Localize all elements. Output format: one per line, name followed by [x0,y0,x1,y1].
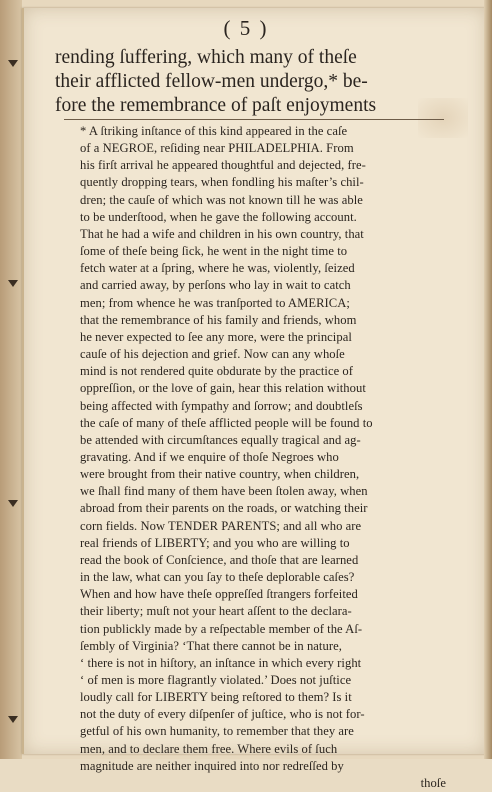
footnote-line: be attended with circumſtances equally tragical and ag- [80,432,361,447]
binding-stitch-mark [8,60,18,67]
footnote-line: abroad from their parents on the roads, or watching their [80,501,368,516]
footnote-line: When and how have theſe oppreſſed ſtrangers forfeited [80,587,358,602]
footnote-line: the caſe of many of theſe afflicted people will be found to [80,415,373,430]
footnote-line: ‘ of men is more flagrantly violated.’ Does not juſtice [80,673,352,687]
footnote-line: mind is not rendered quite obdurate by the practice of [80,364,354,379]
binding-stitch-mark [8,500,18,507]
footnote-line: of a NEGROE, reſiding near PHILADELPHIA. From [80,141,354,156]
page-number: ( 5 ) [223,16,269,40]
footnote-line: ‘ there is not in hiſtory, an inſtance in which every right [80,655,362,670]
footnote-line: his firſt arrival he appeared thoughtful and dejected, fre- [80,158,366,173]
footnote-line: tion publickly made by a reſpectable member of the Aſ- [80,621,363,636]
footnote-line: fetch water at a ſpring, where he was, violently, ſeized [80,261,355,276]
footnote-line: in the law, what can you ſay to theſe deplorable caſes? [80,570,355,585]
footnote-line: he never expected to ſee any more, were the principal [80,329,352,344]
text-line: their afflicted fellow-men undergo,* be- [55,71,368,92]
text-line: rending ſuffering, which many of theſe [55,47,357,68]
footnote-line: oppreſſion, or the love of gain, hear this relation without [80,381,366,396]
footnote-line: ſome of theſe being ſick, he went in the night time to [80,244,348,259]
footnote-line: gravating. And if we enquire of thoſe Negroes who [80,449,339,464]
footnote-line: we ſhall find many of them have been ſtolen away, when [80,484,368,499]
footnote-line: not the duty of every diſpenſer of juſtice, who is not for- [80,707,365,722]
binding-gutter [0,0,22,759]
footnote-line: magnitude are neither inquired into nor redreſſed by [80,758,344,773]
footnote-line: to be underſtood, when he gave the following account. [80,209,357,224]
footnote-rule [64,119,444,120]
footnote-line: That he had a wife and children in his own country, that [80,226,364,241]
footnote-line: real friends of LIBERTY; and you who are willing to [80,535,350,550]
footnote-line: men, and to declare them free. Where evils of ſuch [80,741,338,756]
footnote-line: * A ſtriking inſtance of this kind appeared in the caſe [80,124,348,138]
footnote-line: ſembly of Virginia? ‘That there cannot be in nature, [80,638,342,653]
catchword: thoſe [420,775,446,790]
footnote-line: getful of his own humanity, to remember that they are [80,724,354,739]
footnote-line: and carried away, by perſons who lay in wait to catch [80,278,351,293]
footnote-line: men; from whence he was tranſported to AMERICA; [80,295,350,310]
footnote-line: loudly call for LIBERTY being reſtored to them? Is it [80,690,352,705]
footnote-line: that the remembrance of his family and friends, whom [80,312,357,327]
footnote-line: quently dropping tears, when fondling his maſter’s chil- [80,175,364,190]
footnote-line: their liberty; muſt not your heart aſſent to the declara- [80,604,352,619]
footnote-line: corn fields. Now TENDER PARENTS; and all who are [80,518,362,533]
main-text [55,46,447,118]
footnote-line: cauſe of his dejection and grief. Now can any whoſe [80,347,345,362]
binding-stitch-mark [8,716,18,723]
footnote-line: dren; the cauſe of which was not known till he was able [80,192,363,207]
footnote-line: being affected with ſympathy and ſorrow; and doubtleſs [80,398,363,413]
page-edge [484,0,492,759]
text-line: fore the remembrance of paſt enjoyments [55,95,377,116]
footnote [80,123,446,792]
footnote-line: read the book of Conſcience, and thoſe that are learned [80,552,359,567]
footnote-line: were brought from their native country, when children, [80,467,360,482]
binding-stitch-mark [8,280,18,287]
